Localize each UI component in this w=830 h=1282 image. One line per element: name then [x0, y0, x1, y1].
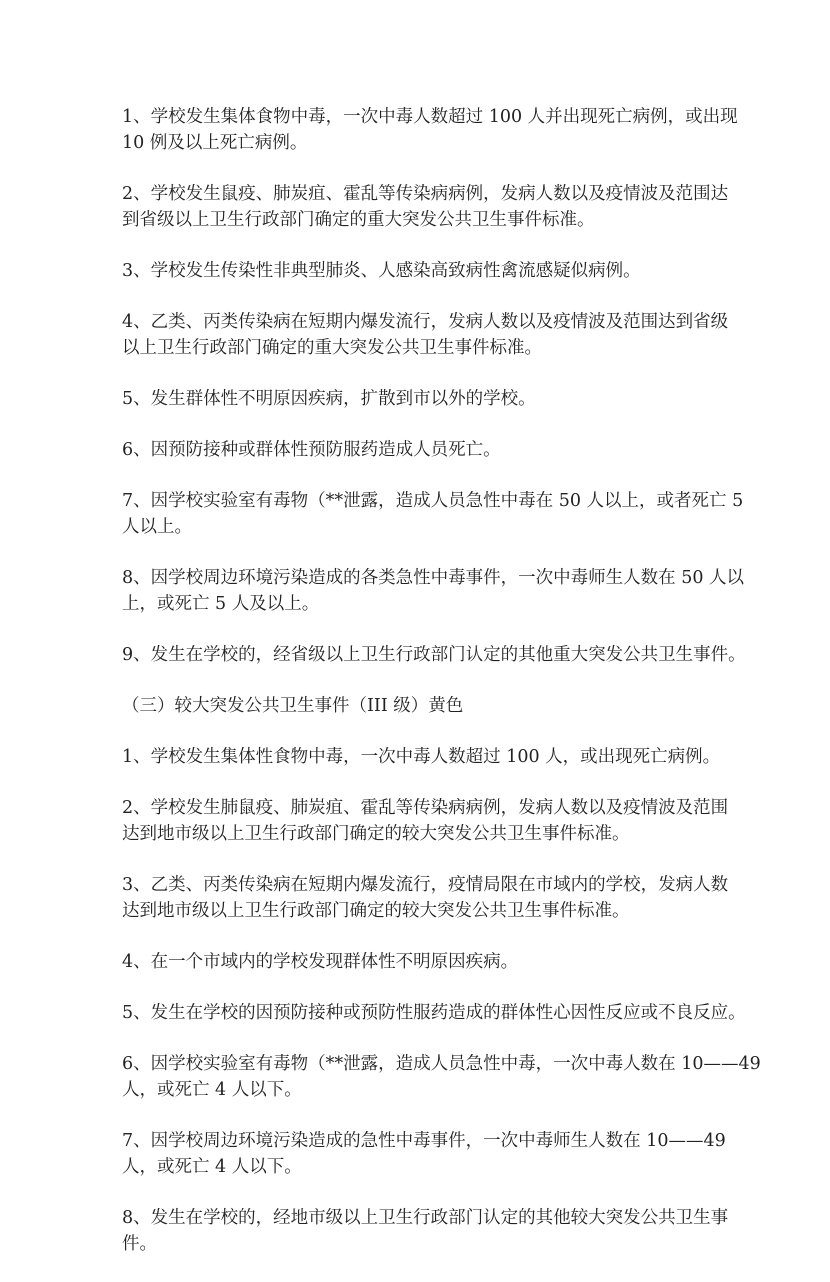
list-item	[122, 258, 704, 284]
paragraph-line: 人以上。	[122, 517, 192, 537]
list-item	[122, 565, 745, 617]
paragraph-line: 4、乙类、丙类传染病在短期内爆发流行，发病人数以及疫情波及范围达到省级	[122, 312, 729, 332]
major-incident-list	[122, 104, 746, 668]
larger-incident-list	[122, 744, 761, 1257]
paragraph-line: 达到地市级以上卫生行政部门确定的较大突发公共卫生事件标准。	[122, 824, 630, 844]
document-page	[122, 104, 761, 1282]
paragraph-line: 达到地市级以上卫生行政部门确定的较大突发公共卫生事件标准。	[122, 901, 630, 921]
list-item	[122, 795, 729, 847]
paragraph-line: 7、因学校周边环境污染造成的急性中毒事件，一次中毒师生人数在 10——49	[122, 1131, 726, 1151]
paragraph-line: 9、发生在学校的，经省级以上卫生行政部门认定的其他重大突发公共卫生事件。	[122, 645, 746, 665]
paragraph-line: 人，或死亡 4 人以下。	[122, 1080, 302, 1100]
paragraph-line: 10 例及以上死亡病例。	[122, 133, 308, 153]
list-item	[122, 104, 738, 156]
paragraph-line: 6、因学校实验室有毒物（**泄露，造成人员急性中毒，一次中毒人数在 10——49	[122, 1054, 761, 1074]
paragraph-line: 3、学校发生传染性非典型肺炎、人感染高致病性禽流感疑似病例。	[122, 261, 641, 281]
paragraph-line: 8、发生在学校的，经地市级以上卫生行政部门认定的其他较大突发公共卫生事	[122, 1208, 729, 1228]
list-item	[122, 1128, 726, 1180]
list-item	[122, 437, 704, 463]
list-item	[122, 1000, 746, 1026]
paragraph-line: 到省级以上卫生行政部门确定的重大突发公共卫生事件标准。	[122, 210, 595, 230]
paragraph-line: 2、学校发生肺鼠疫、肺炭疽、霍乱等传染病病例，发病人数以及疫情波及范围	[122, 798, 729, 818]
list-item	[122, 744, 721, 770]
section-heading	[122, 693, 704, 719]
list-item	[122, 309, 729, 361]
paragraph-line: 7、因学校实验室有毒物（**泄露，造成人员急性中毒在 50 人以上，或者死亡 5	[122, 491, 744, 511]
paragraph-line: 1、学校发生集体性食物中毒，一次中毒人数超过 100 人，或出现死亡病例。	[122, 747, 721, 767]
paragraph-line: 3、乙类、丙类传染病在短期内爆发流行，疫情局限在市域内的学校，发病人数	[122, 875, 729, 895]
paragraph-line: 8、因学校周边环境污染造成的各类急性中毒事件，一次中毒师生人数在 50 人以	[122, 568, 745, 588]
paragraph-line: 上，或死亡 5 人及以上。	[122, 594, 320, 614]
list-item	[122, 488, 744, 540]
paragraph-line: 5、发生群体性不明原因疾病，扩散到市以外的学校。	[122, 389, 536, 409]
heading-text: （三）较大突发公共卫生事件（III 级）黄色	[122, 696, 464, 716]
paragraph-line: 5、发生在学校的因预防接种或预防性服药造成的群体性心因性反应或不良反应。	[122, 1003, 746, 1023]
list-item	[122, 872, 729, 924]
list-item	[122, 386, 704, 412]
paragraph-line: 人，或死亡 4 人以下。	[122, 1157, 302, 1177]
list-item	[122, 949, 704, 975]
list-item	[122, 1051, 761, 1103]
paragraph-line: 以上卫生行政部门确定的重大突发公共卫生事件标准。	[122, 338, 542, 358]
paragraph-line: 1、学校发生集体食物中毒，一次中毒人数超过 100 人并出现死亡病例，或出现	[122, 107, 738, 127]
list-item	[122, 642, 746, 668]
paragraph-line: 6、因预防接种或群体性预防服药造成人员死亡。	[122, 440, 501, 460]
list-item	[122, 181, 729, 233]
paragraph-line: 4、在一个市域内的学校发现群体性不明原因疾病。	[122, 952, 519, 972]
paragraph-line: 2、学校发生鼠疫、肺炭疽、霍乱等传染病病例，发病人数以及疫情波及范围达	[122, 184, 729, 204]
list-item	[122, 1205, 729, 1257]
paragraph-line: 件。	[122, 1234, 157, 1254]
